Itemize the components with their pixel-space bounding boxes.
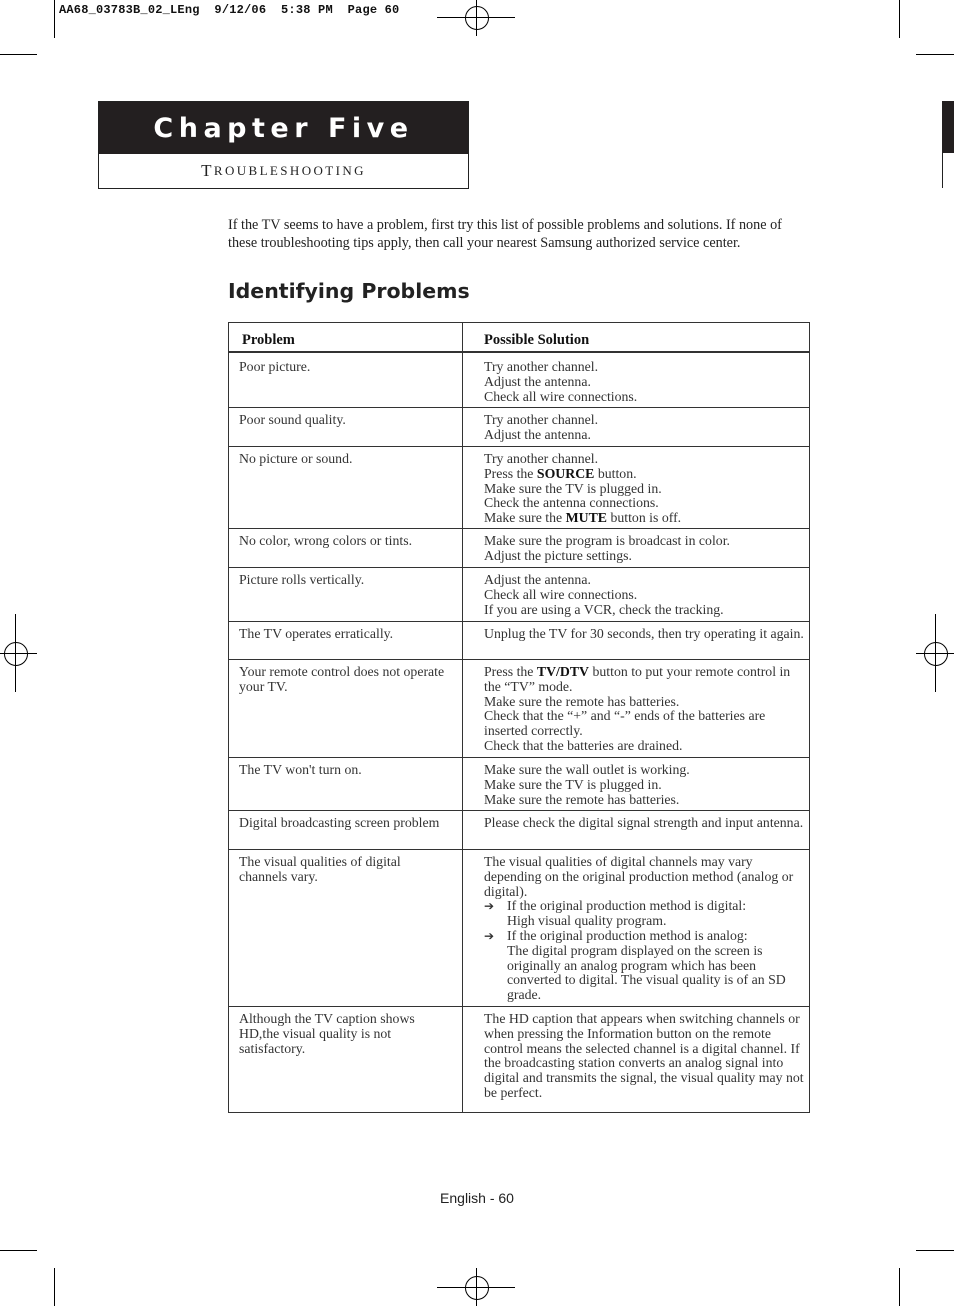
chapter-side-tab-line — [942, 153, 943, 188]
table-row — [229, 568, 809, 622]
problem-cell: No picture or sound. — [239, 451, 353, 466]
solution-line: High visual quality program. — [507, 913, 667, 929]
page-footer: English - 60 — [440, 1190, 514, 1206]
solution-line: Adjust the antenna. — [484, 373, 591, 389]
solution-line: Please check the digital signal strength and input antenna. — [484, 815, 804, 830]
section-heading: Identifying Problems — [228, 279, 470, 303]
table-row — [229, 622, 809, 660]
solution-line: Adjust the antenna. — [484, 572, 591, 587]
solution-line: Make sure the TV is plugged in. — [484, 776, 662, 792]
header-solution: Possible Solution — [484, 332, 590, 348]
solution-cell — [484, 534, 810, 564]
table-row — [229, 850, 809, 1007]
solution-line: Check that the “+” and “-” ends of the batteries are inserted correctly. — [484, 708, 766, 739]
problem-cell: Poor sound quality. — [239, 412, 346, 427]
solution-line: Check that the batteries are drained. — [484, 737, 683, 753]
troubleshooting-table — [228, 322, 810, 1113]
table-row — [229, 811, 809, 850]
solution-line: The digital program displayed on the screen is originally an analog program which has been converted to digital. The visual quality is of an SD grade. — [507, 942, 786, 1003]
problem-cell: Digital broadcasting screen problem — [239, 815, 440, 830]
chapter-subtitle-initial: T — [201, 161, 214, 180]
table-row — [229, 660, 809, 758]
chapter-subtitle-rest: ROUBLESHOOTING — [213, 163, 366, 178]
solution-line: If you are using a VCR, check the tracking. — [484, 601, 724, 617]
problem-cell: Your remote control does not operate your TV. — [239, 664, 445, 694]
solution-line: Press the TV/DTV button to put your remote control in the “TV” mode. — [484, 664, 791, 694]
solution-cell — [484, 1012, 810, 1101]
solution-cell — [484, 665, 810, 754]
print-slug: AA68_03783B_02_LEng 9/12/06 5:38 PM Page 60 — [59, 3, 400, 17]
problem-cell: Although the TV caption shows HD,the visual quality is not satisfactory. — [239, 1011, 415, 1056]
arrow-icon: ➔ — [484, 899, 495, 914]
solution-line: Check all wire connections. — [484, 388, 638, 404]
problem-cell: The visual qualities of digital channels vary. — [239, 854, 401, 884]
solution-cell — [484, 573, 810, 617]
solution-line: Try another channel. — [484, 451, 599, 466]
problem-cell: No color, wrong colors or tints. — [239, 533, 413, 548]
problem-cell: Picture rolls vertically. — [239, 572, 365, 587]
table-row — [229, 447, 809, 529]
solution-cell — [484, 816, 810, 831]
chapter-side-tab — [942, 101, 954, 153]
solution-line: The visual qualities of digital channels may vary depending on the original production method (analog or digital). — [484, 854, 794, 899]
solution-line: Try another channel. — [484, 412, 599, 427]
problem-cell: Poor picture. — [239, 359, 311, 374]
solution-cell — [484, 452, 810, 526]
table-row — [229, 408, 809, 447]
solution-cell — [484, 763, 810, 807]
table-row — [229, 355, 809, 408]
solution-line: Make sure the program is broadcast in color. — [484, 533, 730, 548]
solution-line: Make sure the wall outlet is working. — [484, 762, 690, 777]
solution-line: Adjust the picture settings. — [484, 547, 632, 563]
solution-line: Make sure the remote has batteries. — [484, 791, 680, 807]
solution-line: Adjust the antenna. — [484, 426, 591, 442]
solution-line: Make sure the MUTE button is off. — [484, 510, 682, 526]
solution-cell — [484, 855, 810, 1003]
arrow-icon: ➔ — [484, 928, 495, 943]
table-header — [229, 323, 809, 353]
solution-cell — [484, 413, 810, 443]
solution-line: Check all wire connections. — [484, 586, 638, 602]
solution-line: Press the SOURCE button. — [484, 465, 637, 481]
solution-line: Try another channel. — [484, 359, 599, 374]
solution-line: Make sure the remote has batteries. — [484, 693, 680, 709]
solution-line: The HD caption that appears when switching channels or when pressing the Information button on the remote control means the selected channel is a digital channel. If the broadcasting station converts an analog signal into digital and transmits the signal, the visual quality may not be perfect. — [484, 1011, 804, 1100]
table-row — [229, 758, 809, 811]
solution-line: Unplug the TV for 30 seconds, then try operating it again. — [484, 626, 804, 641]
solution-line: ➔ If the original production method is digital: — [484, 898, 747, 914]
chapter-subtitle — [99, 154, 468, 188]
chapter-title: Chapter Five — [99, 102, 468, 154]
table-row — [229, 1007, 809, 1113]
header-problem: Problem — [242, 332, 295, 348]
solution-line: Make sure the TV is plugged in. — [484, 480, 662, 496]
solution-line: ➔ If the original production method is analog: — [484, 927, 748, 943]
problem-cell: The TV won't turn on. — [239, 762, 362, 777]
table-row — [229, 529, 809, 568]
intro-paragraph: If the TV seems to have a problem, first try this list of possible problems and solutions. If none of these troubleshooting tips apply, then call your nearest Samsung authorized service center. — [228, 217, 782, 252]
solution-cell — [484, 627, 810, 642]
solution-line: Check the antenna connections. — [484, 495, 659, 511]
solution-cell — [484, 360, 810, 404]
problem-cell: The TV operates erratically. — [239, 626, 394, 641]
chapter-header — [98, 101, 469, 189]
